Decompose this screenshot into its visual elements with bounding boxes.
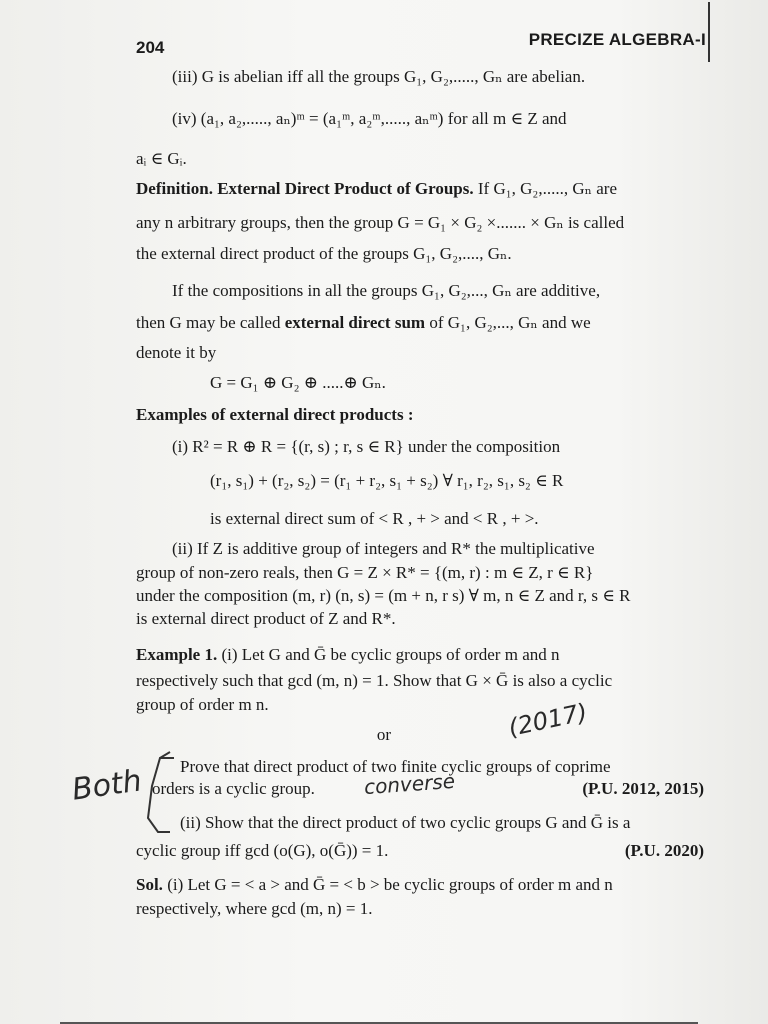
exam-reference: (P.U. 2020) [624, 841, 704, 860]
text-span: of G₁, G₂,..., Gₙ and we [425, 313, 591, 332]
text-line: group of non-zero reals, then G = Z × R* = {(m, r) : m ∈ Z, r ∈ R} [136, 563, 594, 582]
exam-reference: (P.U. 2012, 2015) [582, 779, 704, 798]
text-line: If the compositions in all the groups G₁, G₂,..., Gₙ are additive, [172, 281, 601, 300]
text-line: under the composition (m, r) (n, s) = (m + n, r s) ∀ m, n ∈ Z and r, s ∈ R [136, 586, 631, 605]
equation-line: G = G₁ ⊕ G₂ ⊕ .....⊕ Gₙ. [210, 373, 386, 392]
definition-line [136, 178, 704, 200]
text-span: cyclic group iff gcd (o(G), o(Ḡ)) = 1. [136, 841, 389, 860]
handwritten-note-year: (2017) [505, 698, 590, 742]
term-external-direct-sum: external direct sum [284, 313, 426, 332]
text-line: aᵢ ∈ Gᵢ. [136, 149, 187, 168]
solution-heading: Sol. [136, 875, 163, 894]
text-line: group of order m n. [136, 695, 269, 714]
solution-line [136, 874, 704, 896]
text-line: (ii) Show that the direct product of two cyclic groups G and Ḡ is a [180, 813, 631, 832]
text-line: Prove that direct product of two finite cyclic groups of coprime [180, 757, 611, 776]
or-separator: or [376, 725, 392, 744]
text-line: the external direct product of the groups G₁, G₂,...., Gₙ. [136, 244, 512, 263]
text-span: orders is a cyclic group. [152, 779, 315, 798]
text-span: (i) Let G = < a > and Ḡ = < b > be cyclic groups of order m and n [162, 875, 613, 894]
definition-heading: Definition. External Direct Product of Groups. [136, 179, 474, 198]
text-line: respectively such that gcd (m, n) = 1. Show that G × Ḡ is also a cyclic [136, 671, 613, 690]
section-heading: Examples of external direct products : [136, 405, 414, 424]
text-line: (ii) If Z is additive group of integers and R* the multiplicative [172, 539, 595, 558]
page-edge-line [708, 2, 710, 62]
page-number: 204 [136, 38, 165, 57]
definition-text: If G₁, G₂,....., Gₙ are [473, 179, 617, 198]
handwritten-note-converse: converse [363, 768, 456, 800]
text-line: (iii) G is abelian iff all the groups G₁, G₂,....., Gₙ are abelian. [172, 67, 586, 86]
text-line [136, 840, 704, 862]
example-heading: Example 1. [136, 645, 218, 664]
text-line: denote it by [136, 343, 217, 362]
text-line: is external direct sum of < R , + > and < R , + >. [210, 509, 539, 528]
equation-line: (r₁, s₁) + (r₂, s₂) = (r₁ + r₂, s₁ + s₂) ∀ r₁, r₂, s₁, s₂ ∈ R [210, 471, 564, 490]
text-line: (i) R² = R ⊕ R = {(r, s) ; r, s ∈ R} under the composition [172, 437, 561, 456]
text-line [136, 312, 704, 334]
running-header-title: PRECIZE ALGEBRA-I [528, 30, 706, 49]
text-line: (iv) (a₁, a₂,....., aₙ)ᵐ = (a₁ᵐ, a₂ᵐ,....., aₙᵐ) for all m ∈ Z and [172, 109, 567, 128]
text-line: is external direct product of Z and R*. [136, 609, 396, 628]
example-line [136, 644, 704, 666]
text-span: then G may be called [136, 313, 285, 332]
text-span: (i) Let G and Ḡ be cyclic groups of order m and n [217, 645, 560, 664]
handwritten-bracket-icon [140, 748, 200, 843]
text-line: any n arbitrary groups, then the group G = G₁ × G₂ ×....... × Gₙ is called [136, 213, 625, 232]
text-line: respectively, where gcd (m, n) = 1. [136, 899, 373, 918]
handwritten-note-both: Both [69, 763, 144, 808]
